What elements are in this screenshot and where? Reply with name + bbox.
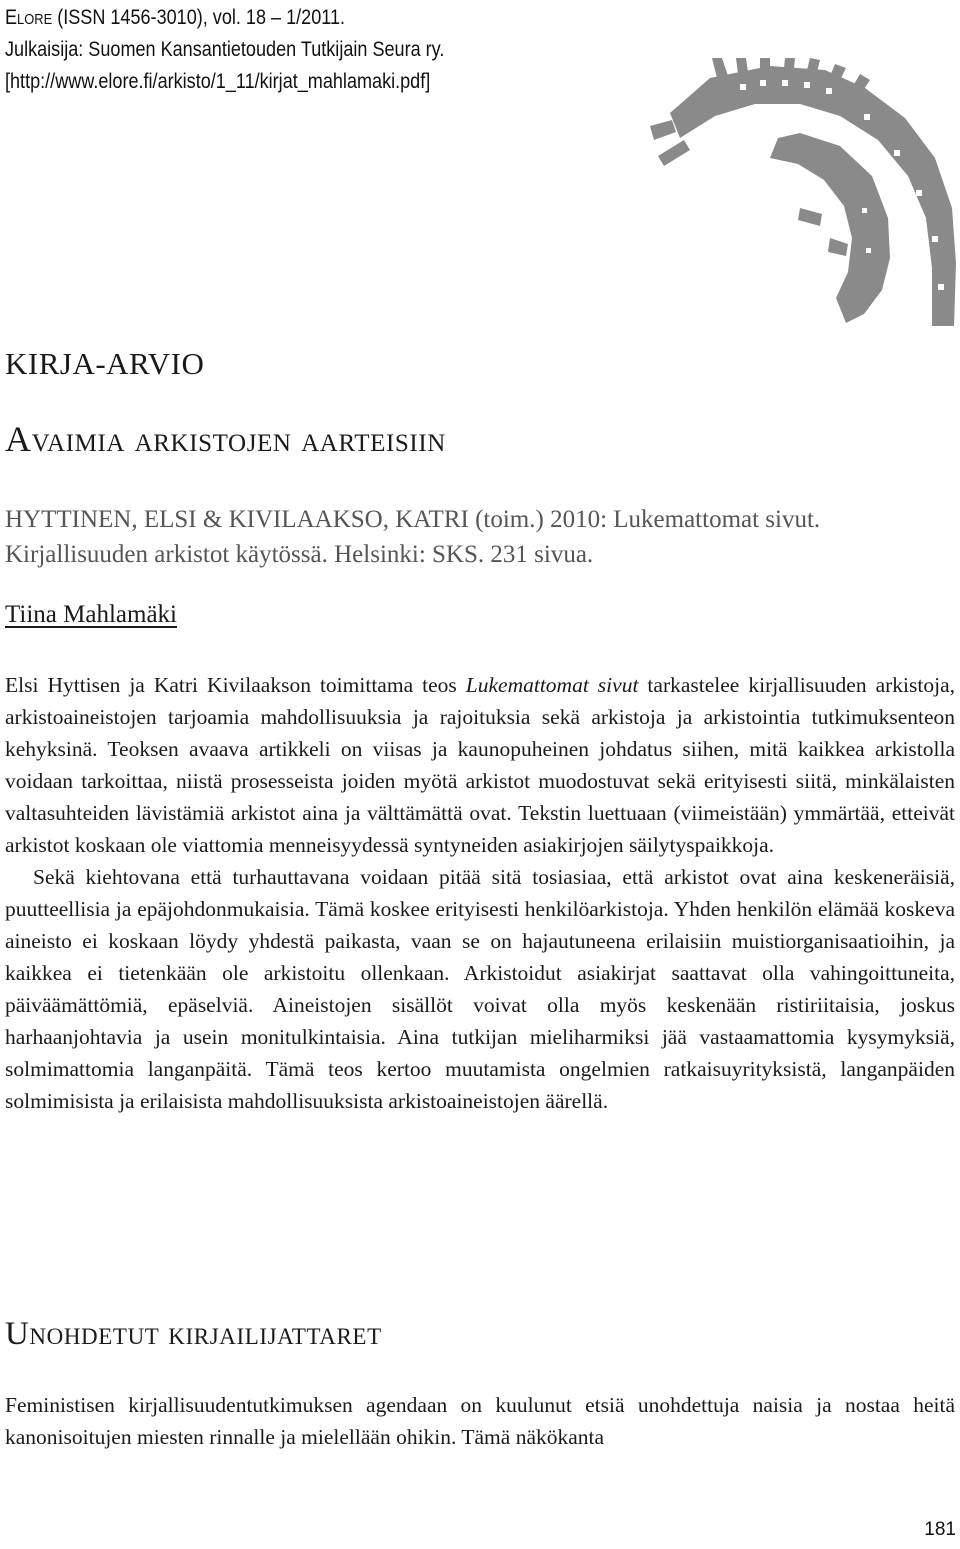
header-line-journal <box>5 2 444 34</box>
paragraph-2: Sekä kiehtovana että turhauttavana voidaan pitää sitä tosiasiaa, että arkistot ovat aina keskeneräisiä, puutteellisia ja epäjohdonmukaisia. Tämä koskee erityisesti henkilöarkistoja. Yhden henkilön elämää koskeva aineisto ei koskaan löydy yhdestä paikasta, vaan se on hajautuneena erilaisiin muistiorganisaatioihin, ja kaikkea ei tietenkään ole arkistoitu ollenkaan. Arkistoidut asiakirjat saattavat olla vahingoittuneita, päiväämättömiä, epäselviä. Aineistojen sisällöt voivat olla myös keskenään ristiriitaisia, joskus harhaanjohtavia ja usein monitulkintaisia. Aina tutkijan mieliharmiksi jää vastaamattomia kysymyksiä, solmimattomia langanpäitä. Tämä teos kertoo muutamista ongelmien ratkaisuyrityksistä, langanpäiden solmimisista ja erilaisista mahdollisuuksista arkistoaineistojen äärellä. <box>5 865 955 1113</box>
review-body <box>5 669 955 1117</box>
journal-issn: (ISSN 1456-3010), vol. 18 – 1/2011. <box>52 6 346 29</box>
journal-name: Elore <box>5 6 53 29</box>
review-title: Avaimia arkistojen aarteisiin <box>5 419 446 459</box>
citation-line-2: Kirjallisuuden arkistot käytössä. Helsinki: SKS. 231 sivua. <box>5 541 594 568</box>
book-citation <box>5 502 955 572</box>
header-line-url: [http://www.elore.fi/arkisto/1_11/kirjat_mahlamaki.pdf] <box>5 70 431 93</box>
book-title-italic: Lukemattomat sivut <box>465 673 639 697</box>
page-number: 181 <box>924 1519 956 1540</box>
reindeer-antler-logo <box>650 58 960 328</box>
section-label: KIRJA-ARVIO <box>5 346 205 381</box>
subheading: Unohdetut kirjailijattaret <box>5 1316 382 1352</box>
journal-header <box>5 2 444 98</box>
header-line-publisher: Julkaisija: Suomen Kansantietouden Tutkijain Seura ry. <box>5 38 445 61</box>
paragraph-3: Feministisen kirjallisuudentutkimuksen agendaan on kuulunut etsiä unohdettuja naisia ja nostaa heitä kanonisoitujen miesten rinnalle ja mielellään ohikin. Tämä näkökanta <box>5 1393 955 1449</box>
paragraph-1 <box>5 669 955 861</box>
review-author: Tiina Mahlamäki <box>5 601 177 628</box>
paragraph-1-rest: tarkastelee kirjallisuuden arkistoja, arkistoaineistojen tarjoamia mahdollisuuksia ja rajoituksia sekä arkistoja ja arkistointia tutkimuksenteon kehyksinä. Teoksen avaava artikkeli on viisas ja kaunopuheinen johdatus siihen, mitä kaikkea arkistolla voidaan tarkoittaa, niistä prosesseista joiden myötä arkistot muodostuvat sekä erityisesti siitä, minkälaisten valtasuhteiden lävistämiä arkistot aina ja välttämättä ovat. Tekstin luettuaan (viimeistään) ymmärtää, etteivät arkistot koskaan ole viattomia menneisyydessä syntyneiden asiakirjojen säilytyspaikkoja. <box>5 673 956 857</box>
paragraph-1-start: Elsi Hyttisen ja Katri Kivilaakson toimittama teos <box>5 673 466 697</box>
citation-line-1: HYTTINEN, ELSI & KIVILAAKSO, KATRI (toim.) 2010: Lukemattomat sivut. <box>5 506 821 533</box>
